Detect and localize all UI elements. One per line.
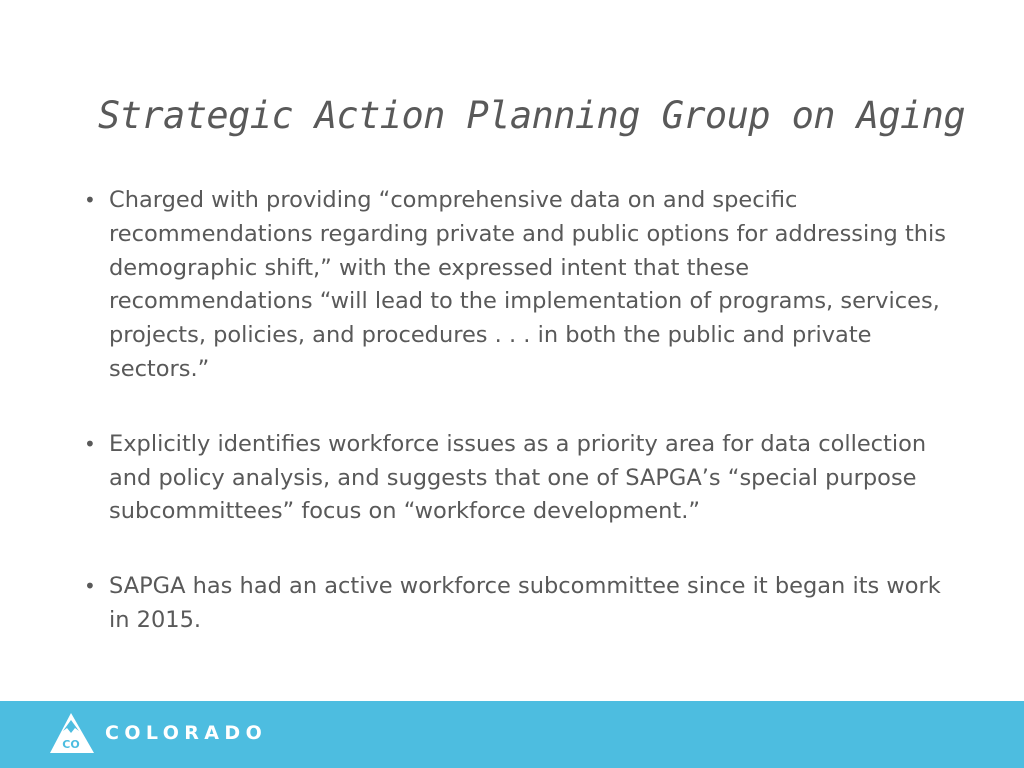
bullet-marker: • [84,188,96,212]
bullet-marker: • [84,431,96,456]
bullet-marker: • [84,574,96,599]
bullet-list [84,184,954,638]
bullet-text: SAPGA has had an active workforce subcommittee since it began its work in 2015. [109,573,941,633]
colorado-logo-wordmark: COLORADO [105,722,268,744]
slide-title: Strategic Action Planning Group on Aging [98,94,966,137]
colorado-footer-band [0,701,1024,768]
bullet-item [84,570,954,638]
colorado-mountain-logo-icon [50,713,94,753]
bullet-item [84,184,954,387]
bullet-text: Charged with providing “comprehensive data on and specific recommendations regarding private and public options for addressing this demographic shift,” with the expressed intent that these recommendations “will lead to the implementation of programs, services, projects, policies, and procedures . . . in both the public and private sectors.” [109,187,947,382]
logo-co-text: CO [62,738,80,751]
bullet-item [84,428,954,529]
bullet-text: Explicitly identifies workforce issues as a priority area for data collection and policy analysis, and suggests that one of SAPGA’s “special purpose subcommittees” focus on “workforce development.” [109,430,927,525]
